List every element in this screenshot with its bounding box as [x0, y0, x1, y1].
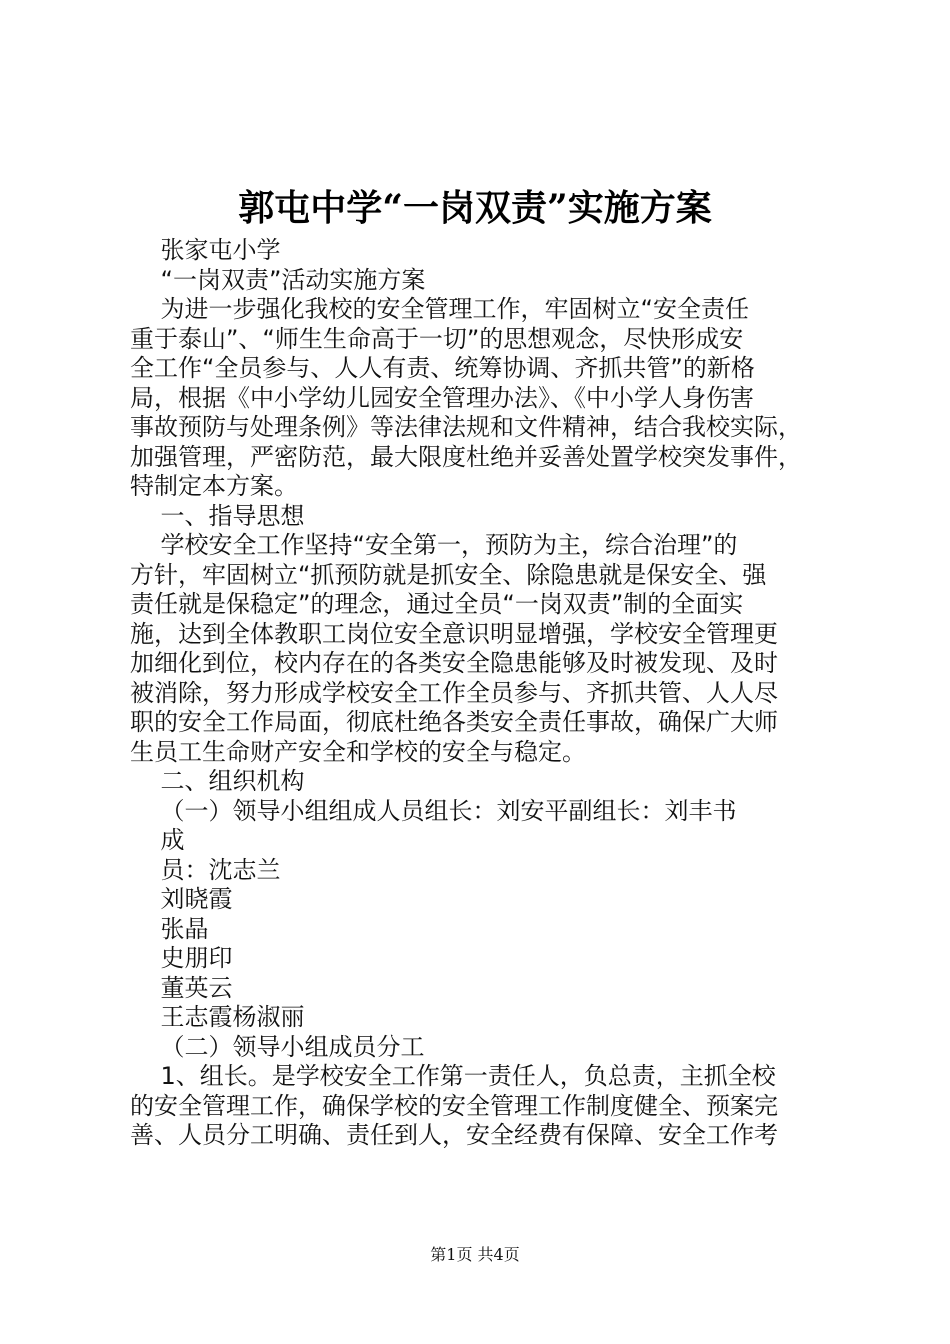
text-line: 重于泰山”、“师生生命高于一切”的思想观念，尽快形成安: [130, 324, 744, 353]
text-line: 一、指导思想: [130, 501, 305, 530]
text-line: 善、人员分工明确、责任到人，安全经费有保障、安全工作考: [130, 1121, 778, 1149]
text-line: 生员工生命财产安全和学校的安全与稳定。: [130, 737, 586, 766]
text-line: 史朋印: [130, 944, 233, 972]
text-line: 学校安全工作坚持“安全第一，预防为主，综合治理”的: [130, 531, 738, 559]
text-line: 为进一步强化我校的安全管理工作，牢固树立“安全责任: [130, 295, 749, 323]
text-line: 被消除，努力形成学校安全工作全员参与、齐抓共管、人人尽: [130, 678, 778, 707]
text-line: 加细化到位，校内存在的各类安全隐患能够及时被发现、及时: [130, 649, 778, 677]
document-title: 郭屯中学“一岗双责”实施方案: [238, 187, 712, 229]
document-body: [130, 236, 830, 1151]
text-line: 方针，牢固树立“抓预防就是抓安全、除隐患就是保安全、强: [130, 560, 767, 589]
text-line: 1、组长。是学校安全工作第一责任人，负总责，主抓全校: [130, 1062, 776, 1090]
text-line: （二）领导小组成员分工: [130, 1032, 425, 1061]
text-line: 王志霞杨淑丽: [130, 1003, 305, 1031]
text-line: 刘晓霞: [130, 885, 233, 913]
text-line: 加强管理，严密防范，最大限度杜绝并妥善处置学校突发事件，: [130, 442, 802, 471]
text-line: 董英云: [130, 973, 233, 1002]
text-line: 二、组织机构: [130, 767, 305, 795]
text-line: 职的安全工作局面，彻底杜绝各类安全责任事故，确保广大师: [130, 708, 778, 736]
text-line: 施，达到全体教职工岗位安全意识明显增强，学校安全管理更: [130, 619, 778, 648]
text-line: 员：沈志兰: [130, 855, 281, 884]
text-line: （一）领导小组组成人员组长：刘安平副组长：刘丰书: [130, 796, 737, 825]
text-line: 张晶: [130, 914, 209, 943]
text-line: 成: [130, 826, 185, 854]
page-footer: 第1页 共4页: [430, 1245, 520, 1264]
text-line: 局，根据《中小学幼儿园安全管理办法》、《中小学人身伤害: [130, 383, 754, 412]
text-line: 责任就是保稳定”的理念，通过全员“一岗双责”制的全面实: [130, 590, 744, 618]
text-line: 张家屯小学: [130, 236, 281, 264]
text-line: 事故预防与处理条例》等法律法规和文件精神，结合我校实际，: [130, 413, 802, 441]
text-line: “一岗双责”活动实施方案: [130, 265, 426, 294]
text-line: 的安全管理工作，确保学校的安全管理工作制度健全、预案完: [130, 1091, 778, 1120]
text-line: 特制定本方案。: [130, 472, 298, 500]
text-line: 全工作“全员参与、人人有责、统筹协调、齐抓共管”的新格: [130, 354, 755, 382]
